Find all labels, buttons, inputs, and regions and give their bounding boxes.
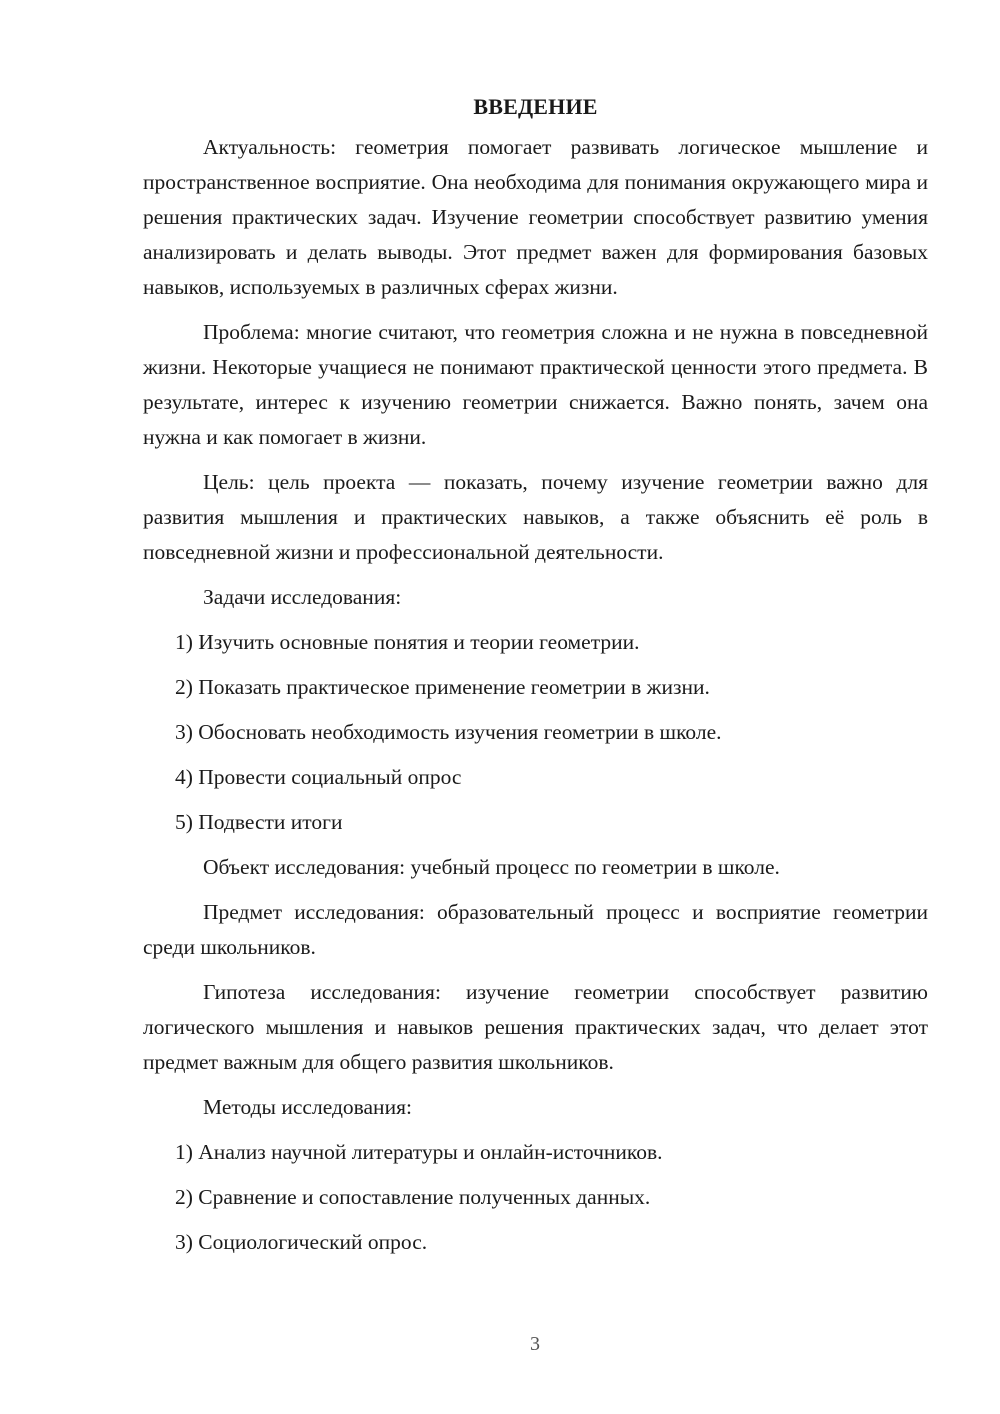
task-item-4: 4) Провести социальный опрос xyxy=(175,765,462,789)
document-page xyxy=(143,92,928,1270)
method-item-2: 2) Сравнение и сопоставление полученных данных. xyxy=(175,1185,651,1209)
hypothesis-paragraph: Гипотеза исследования: изучение геометрии способствует развитию логического мышления и навыков решения практических задач, что делает этот предмет важным для общего развития школьников. xyxy=(143,980,928,1074)
object-paragraph: Объект исследования: учебный процесс по геометрии в школе. xyxy=(203,855,780,879)
page-title: ВВЕДЕНИЕ xyxy=(473,94,598,119)
task-item-5: 5) Подвести итоги xyxy=(175,810,343,834)
tasks-heading: Задачи исследования: xyxy=(203,585,402,609)
methods-heading: Методы исследования: xyxy=(203,1095,412,1119)
goal-paragraph: Цель: цель проекта — показать, почему изучение геометрии важно для развития мышления и практических навыков, а также объяснить её роль в повседневной жизни и профессиональной деятельности. xyxy=(143,470,928,564)
relevance-paragraph: Актуальность: геометрия помогает развивать логическое мышление и пространственное восприятие. Она необходима для понимания окружающего мира и решения практических задач. Изучение геометрии способствует развитию умения анализировать и делать выводы. Этот предмет важен для формирования базовых навыков, используемых в различных сферах жизни. xyxy=(143,135,928,299)
problem-paragraph: Проблема: многие считают, что геометрия сложна и не нужна в повседневной жизни. Некоторые учащиеся не понимают практической ценности этого предмета. В результате, интерес к изучению геометрии снижается. Важно понять, зачем она нужна и как помогает в жизни. xyxy=(143,320,928,449)
method-item-1: 1) Анализ научной литературы и онлайн-источников. xyxy=(175,1140,663,1164)
method-item-3: 3) Социологический опрос. xyxy=(175,1230,428,1254)
subject-paragraph: Предмет исследования: образовательный процесс и восприятие геометрии среди школьников. xyxy=(143,900,928,959)
task-item-1: 1) Изучить основные понятия и теории геометрии. xyxy=(175,630,640,654)
task-item-3: 3) Обосновать необходимость изучения геометрии в школе. xyxy=(175,720,722,744)
task-item-2: 2) Показать практическое применение геометрии в жизни. xyxy=(175,675,710,699)
page-number: 3 xyxy=(530,1333,540,1355)
